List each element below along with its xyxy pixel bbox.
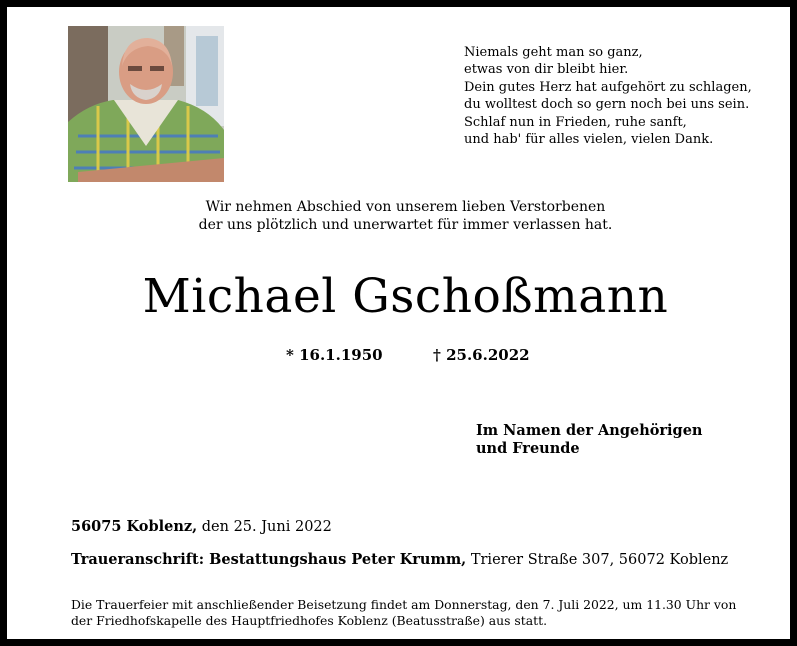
place-city: 56075 Koblenz, <box>71 518 198 535</box>
family-signature <box>476 422 702 458</box>
poem-line: du wolltest doch so gern noch bei uns sein. <box>464 97 750 113</box>
family-line: und Freunde <box>476 440 580 457</box>
poem <box>464 44 764 148</box>
birth-date: * 16.1.1950 <box>286 346 383 364</box>
place-and-date <box>71 518 332 535</box>
address-label: Traueranschrift: Bestattungshaus Peter Krumm, <box>71 551 467 568</box>
intro-text <box>7 198 797 234</box>
poem-line: etwas von dir bleibt hier. <box>464 62 629 78</box>
family-line: Im Namen der Angehörigen <box>476 422 703 439</box>
mourning-address <box>71 551 728 568</box>
intro-line: der uns plötzlich und unerwartet für immer verlassen hat. <box>198 217 613 233</box>
address-rest: Trierer Straße 307, 56072 Koblenz <box>466 552 729 568</box>
intro-line: Wir nehmen Abschied von unserem lieben Verstorbenen <box>205 199 606 215</box>
poem-line: Dein gutes Herz hat aufgehört zu schlagen, <box>464 79 752 95</box>
place-date: den 25. Juni 2022 <box>197 519 332 535</box>
deceased-name: Michael Gschoßmann <box>142 269 669 324</box>
portrait-photo <box>68 26 224 182</box>
poem-line: Niemals geht man so ganz, <box>464 45 643 60</box>
poem-line: und hab' für alles vielen, vielen Dank. <box>464 132 714 148</box>
death-date: † 25.6.2022 <box>433 346 530 364</box>
poem-line: Schlaf nun in Frieden, ruhe sanft, <box>464 114 687 130</box>
ceremony-notice: Die Trauerfeier mit anschließender Beisetzung findet am Donnerstag, den 7. Juli 2022, um 11.30 Uhr von der Friedhofskapelle des Hauptfriedhofes Koblenz (Beatusstraße) aus statt. <box>71 597 737 628</box>
